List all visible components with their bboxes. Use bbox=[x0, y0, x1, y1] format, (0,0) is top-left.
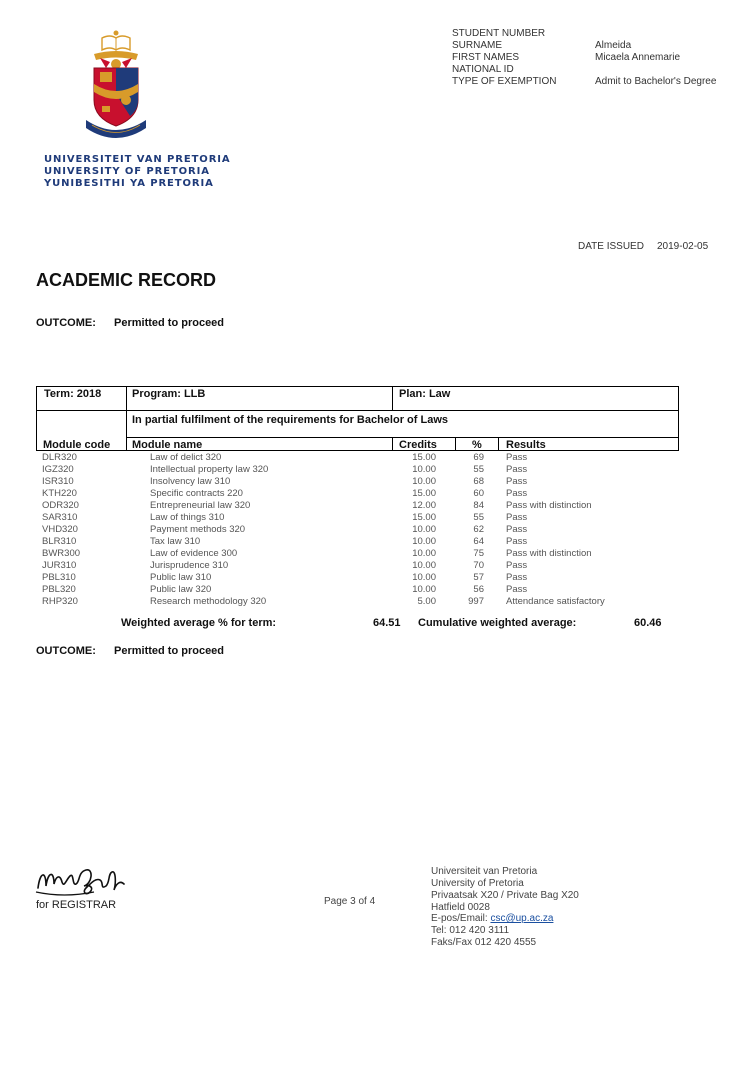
module-name: Insolvency law 310 bbox=[150, 476, 231, 487]
module-credits: 10.00 bbox=[412, 560, 436, 571]
weighted-average-label: Weighted average % for term: bbox=[121, 617, 277, 629]
module-code: JUR310 bbox=[42, 560, 77, 571]
university-name-english: UNIVERSITY OF PRETORIA bbox=[44, 166, 210, 177]
module-credits: 10.00 bbox=[412, 584, 436, 595]
module-code: PBL310 bbox=[42, 572, 76, 583]
exemption-value: Admit to Bachelor's Degree bbox=[595, 76, 717, 87]
module-result: Pass bbox=[506, 464, 528, 475]
table-row bbox=[0, 548, 749, 560]
module-result: Pass bbox=[506, 536, 528, 547]
module-name: Tax law 310 bbox=[150, 536, 201, 547]
outcome-bottom-label: OUTCOME: bbox=[36, 645, 96, 657]
university-name-sepedi: YUNIBESITHI YA PRETORIA bbox=[44, 178, 214, 189]
registrar-signature bbox=[34, 862, 126, 900]
module-code: SAR310 bbox=[42, 512, 78, 523]
module-code: BLR310 bbox=[42, 536, 77, 547]
page-title: ACADEMIC RECORD bbox=[36, 270, 216, 290]
module-result: Pass with distinction bbox=[506, 500, 592, 511]
module-percent: 55 bbox=[473, 464, 484, 475]
module-code: VHD320 bbox=[42, 524, 78, 535]
table-divider bbox=[392, 386, 393, 410]
module-name: Specific contracts 220 bbox=[150, 488, 243, 499]
module-code: PBL320 bbox=[42, 584, 76, 595]
col-header-module-name: Module name bbox=[132, 439, 203, 451]
module-name: Intellectual property law 320 bbox=[150, 464, 269, 475]
module-name: Public law 310 bbox=[150, 572, 212, 583]
col-header-percent: % bbox=[472, 439, 482, 451]
module-percent: 75 bbox=[473, 548, 484, 559]
module-result: Pass bbox=[506, 512, 528, 523]
table-divider bbox=[126, 386, 127, 451]
module-result: Pass bbox=[506, 488, 528, 499]
module-credits: 12.00 bbox=[412, 500, 436, 511]
module-code: DLR320 bbox=[42, 452, 77, 463]
first-names-label: FIRST NAMES bbox=[452, 52, 520, 63]
table-row bbox=[0, 500, 749, 512]
module-code: KTH220 bbox=[42, 488, 77, 499]
module-result: Pass bbox=[506, 572, 528, 583]
module-code: IGZ320 bbox=[42, 464, 74, 475]
module-credits: 10.00 bbox=[412, 464, 436, 475]
email-link[interactable]: csc@up.ac.za bbox=[490, 913, 554, 924]
surname-value: Almeida bbox=[595, 40, 632, 51]
exemption-label: TYPE OF EXEMPTION bbox=[452, 76, 557, 87]
module-credits: 10.00 bbox=[412, 572, 436, 583]
address-line: University of Pretoria bbox=[431, 878, 524, 889]
module-code: RHP320 bbox=[42, 596, 78, 607]
module-percent: 57 bbox=[473, 572, 484, 583]
module-percent: 60 bbox=[473, 488, 484, 499]
email-line bbox=[431, 913, 553, 924]
table-row bbox=[0, 524, 749, 536]
module-code: BWR300 bbox=[42, 548, 81, 559]
table-row bbox=[0, 476, 749, 488]
module-code: ODR320 bbox=[42, 500, 79, 511]
module-result: Attendance satisfactory bbox=[506, 596, 605, 607]
address-line: Hatfield 0028 bbox=[431, 902, 490, 913]
cumulative-average-value: 60.46 bbox=[634, 617, 662, 629]
module-credits: 10.00 bbox=[412, 536, 436, 547]
date-issued-label: DATE ISSUED bbox=[578, 241, 644, 252]
table-row bbox=[0, 464, 749, 476]
module-name: Law of delict 320 bbox=[150, 452, 222, 463]
date-issued-value: 2019-02-05 bbox=[657, 241, 709, 252]
col-header-credits: Credits bbox=[399, 439, 437, 451]
university-crest-logo bbox=[80, 28, 152, 146]
weighted-average-value: 64.51 bbox=[373, 617, 401, 629]
module-result: Pass bbox=[506, 476, 528, 487]
module-credits: 15.00 bbox=[412, 452, 436, 463]
address-line: Privaatsak X20 / Private Bag X20 bbox=[431, 890, 579, 901]
for-registrar-label: for REGISTRAR bbox=[36, 899, 117, 911]
col-header-results: Results bbox=[506, 439, 546, 451]
module-credits: 10.00 bbox=[412, 476, 436, 487]
table-row bbox=[0, 536, 749, 548]
telephone-line: Tel: 012 420 3111 bbox=[431, 925, 510, 936]
col-header-module-code: Module code bbox=[43, 439, 111, 451]
module-result: Pass bbox=[506, 452, 528, 463]
module-result: Pass bbox=[506, 584, 528, 595]
module-credits: 10.00 bbox=[412, 548, 436, 559]
address-line: Universiteit van Pretoria bbox=[431, 866, 538, 877]
surname-label: SURNAME bbox=[452, 40, 503, 51]
module-credits: 5.00 bbox=[417, 596, 436, 607]
module-name: Jurisprudence 310 bbox=[150, 560, 229, 571]
first-names-value: Micaela Annemarie bbox=[595, 52, 681, 63]
module-percent: 84 bbox=[473, 500, 484, 511]
table-row bbox=[0, 488, 749, 500]
table-divider bbox=[36, 410, 679, 411]
module-name: Public law 320 bbox=[150, 584, 212, 595]
module-percent: 997 bbox=[468, 596, 484, 607]
table-divider bbox=[392, 437, 393, 451]
table-row bbox=[0, 452, 749, 464]
program-label: Program: LLB bbox=[132, 388, 206, 400]
module-result: Pass bbox=[506, 560, 528, 571]
module-percent: 62 bbox=[473, 524, 484, 535]
table-divider bbox=[126, 437, 679, 438]
module-code: ISR310 bbox=[42, 476, 74, 487]
module-percent: 70 bbox=[473, 560, 484, 571]
module-credits: 10.00 bbox=[412, 524, 436, 535]
email-label: E-pos/Email: bbox=[431, 913, 491, 924]
table-divider bbox=[455, 437, 456, 451]
table-row bbox=[0, 560, 749, 572]
table-row bbox=[0, 584, 749, 596]
module-credits: 15.00 bbox=[412, 488, 436, 499]
outcome-bottom-value: Permitted to proceed bbox=[114, 645, 225, 657]
module-percent: 55 bbox=[473, 512, 484, 523]
fax-line: Faks/Fax 012 420 4555 bbox=[431, 937, 537, 948]
outcome-top-value: Permitted to proceed bbox=[114, 317, 225, 329]
table-row bbox=[0, 512, 749, 524]
national-id-label: NATIONAL ID bbox=[452, 64, 514, 75]
page-number: Page 3 of 4 bbox=[324, 896, 376, 907]
outcome-top-label: OUTCOME: bbox=[36, 317, 96, 329]
module-percent: 68 bbox=[473, 476, 484, 487]
fulfilment-label: In partial fulfilment of the requirements for Bachelor of Laws bbox=[132, 414, 448, 426]
module-percent: 69 bbox=[473, 452, 484, 463]
module-percent: 64 bbox=[473, 536, 484, 547]
table-row bbox=[0, 596, 749, 608]
module-name: Research methodology 320 bbox=[150, 596, 267, 607]
student-number-label: STUDENT NUMBER bbox=[452, 28, 546, 39]
module-credits: 15.00 bbox=[412, 512, 436, 523]
module-name: Entrepreneurial law 320 bbox=[150, 500, 251, 511]
university-name-afrikaans: UNIVERSITEIT VAN PRETORIA bbox=[44, 154, 231, 165]
module-result: Pass bbox=[506, 524, 528, 535]
table-row bbox=[0, 572, 749, 584]
module-percent: 56 bbox=[473, 584, 484, 595]
cumulative-average-label: Cumulative weighted average: bbox=[418, 617, 577, 629]
table-divider bbox=[498, 437, 499, 451]
module-result: Pass with distinction bbox=[506, 548, 592, 559]
term-label: Term: 2018 bbox=[44, 388, 102, 400]
plan-label: Plan: Law bbox=[399, 388, 451, 400]
module-name: Payment methods 320 bbox=[150, 524, 246, 535]
module-name: Law of evidence 300 bbox=[150, 548, 238, 559]
module-name: Law of things 310 bbox=[150, 512, 225, 523]
